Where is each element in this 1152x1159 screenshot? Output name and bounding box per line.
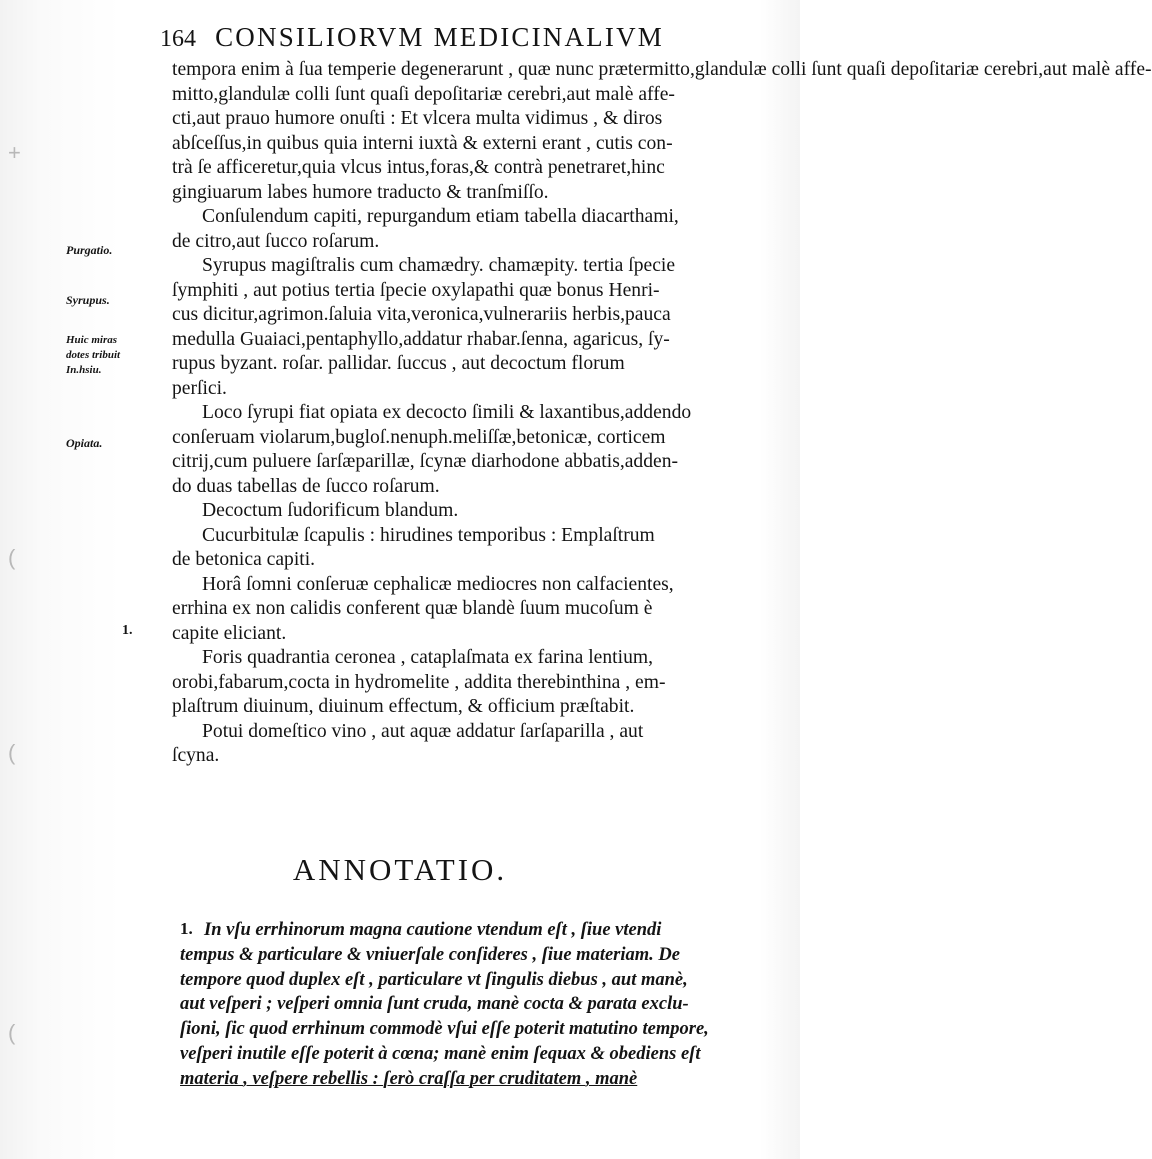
- body-line: citrij,cum puluere ſarſæparillæ, ſcynæ diarhodone abbatis,adden-: [172, 451, 679, 472]
- body-line: conſeruam violarum,bugloſ.nenuph.meliſſæ,betonicæ, corticem: [172, 426, 666, 448]
- body-line: Potui domeſtico vino , aut aquæ addatur ſarſaparilla , aut: [202, 720, 644, 742]
- margin-note-opiata: Opiata.: [66, 436, 103, 450]
- body-line: Horâ ſomni conſeruæ cephalicæ mediocres non calfacientes,: [202, 573, 674, 595]
- annotation-line: materia , veſpere rebellis : ſerò craſſa per cruditatem , manè: [180, 1068, 638, 1089]
- left-edge-mark: (: [8, 545, 16, 570]
- annotation-text: [180, 918, 780, 1092]
- body-line: errhina ex non calidis conferent quæ blandè ſuum mucoſum è: [172, 598, 653, 619]
- annotation-heading: ANNOTATIO.: [292, 852, 508, 887]
- page-number: 164: [160, 26, 196, 52]
- body-line: trà ſe afficeretur,quia vlcus intus,foras,& contrà penetraret,hinc: [172, 157, 665, 178]
- body-line: ſymphiti , aut potius tertia ſpecie oxylapathi quæ bonus Henri-: [172, 279, 660, 301]
- body-line: Syrupus magiſtralis cum chamædry. chamæpity. tertia ſpecie: [202, 255, 676, 276]
- body-line: tempora enim à ſua temperie degenerarunt , quæ nunc prætermitto,glandulæ colli ſunt quaſi depoſitariæ cerebri,aut malè affe-: [172, 59, 1152, 80]
- body-line: Decoctum ſudorificum blandum.: [202, 500, 459, 521]
- margin-note-author: In.hsiu.: [66, 364, 102, 376]
- body-line: de citro,aut ſucco roſarum.: [172, 230, 380, 252]
- body-line: abſceſſus,in quibus quia interni iuxtà & externi erant , cutis con-: [172, 132, 673, 154]
- body-line: cti,aut prauo humore onuſti : Et vlcera multa vidimus , & diros: [172, 108, 663, 129]
- annotation-line: tempus & particulare & vniuerſale conſideres , ſiue materiam. De: [180, 944, 680, 965]
- left-edge-mark: (: [8, 1020, 16, 1045]
- annotation-line: aut veſperi ; veſperi omnia ſunt cruda, manè cocta & parata exclu-: [180, 994, 689, 1015]
- body-line: do duas tabellas de ſucco roſarum.: [172, 475, 440, 497]
- body-line: ſcyna.: [172, 745, 220, 766]
- body-text: [172, 58, 1152, 769]
- body-line: gingiuarum labes humore traducto & tranſmiſſo.: [172, 181, 549, 203]
- margin-note-reference: 1.: [122, 623, 133, 638]
- body-line: cus dicitur,agrimon.ſaluia vita,veronica,vulnerariis herbis,pauca: [172, 304, 671, 325]
- left-edge-mark: (: [8, 740, 16, 765]
- running-header: [160, 22, 760, 62]
- body-line: medulla Guaiaci,pentaphyllo,addatur rhabar.ſenna, agaricus, ſy-: [172, 328, 670, 350]
- body-line: perſici.: [172, 377, 227, 399]
- body-line: de betonica capiti.: [172, 549, 316, 570]
- annotation-line: ſioni, ſic quod errhinum commodè vſui eſſe poterit matutino tempore,: [180, 1019, 709, 1040]
- margin-note-huic: Huic miras: [66, 334, 118, 346]
- annotation-line: tempore quod duplex eſt , particulare vt ſingulis diebus , aut manè,: [180, 969, 688, 990]
- body-line: capite eliciant.: [172, 622, 287, 644]
- margin-note-syrupus: Syrupus.: [66, 293, 110, 307]
- body-line: plaſtrum diuinum, diuinum effectum, & officium præſtabit.: [172, 696, 635, 717]
- body-line: mitto,glandulæ colli ſunt quaſi depoſitariæ cerebri,aut malè affe-: [172, 83, 675, 105]
- margin-note-dotes: dotes tribuit: [66, 349, 121, 361]
- body-line: Foris quadrantia ceronea , cataplaſmata ex farina lentium,: [202, 647, 654, 668]
- body-line: rupus byzant. roſar. pallidar. ſuccus , aut decoctum florum: [172, 353, 625, 374]
- margin-note-purgatio: Purgatio.: [66, 243, 113, 257]
- annotation-marker: 1.: [180, 919, 193, 938]
- annotation-line: In vſu errhinorum magna cautione vtendum eſt , ſiue vtendi: [204, 920, 662, 940]
- body-line: Loco ſyrupi fiat opiata ex decocto ſimili & laxantibus,addendo: [202, 402, 692, 423]
- body-line: Conſulendum capiti, repurgandum etiam tabella diacarthami,: [202, 206, 679, 227]
- annotation-line: veſperi inutile eſſe poterit à cœna; manè enim ſequax & obediens eſt: [180, 1043, 701, 1064]
- running-title: CONSILIORVM MEDICINALIVM: [215, 22, 664, 52]
- body-line: orobi,fabarum,cocta in hydromelite , addita therebinthina , em-: [172, 671, 666, 693]
- body-line: Cucurbitulæ ſcapulis : hirudines temporibus : Emplaſtrum: [202, 524, 655, 546]
- left-edge-mark: +: [8, 140, 21, 165]
